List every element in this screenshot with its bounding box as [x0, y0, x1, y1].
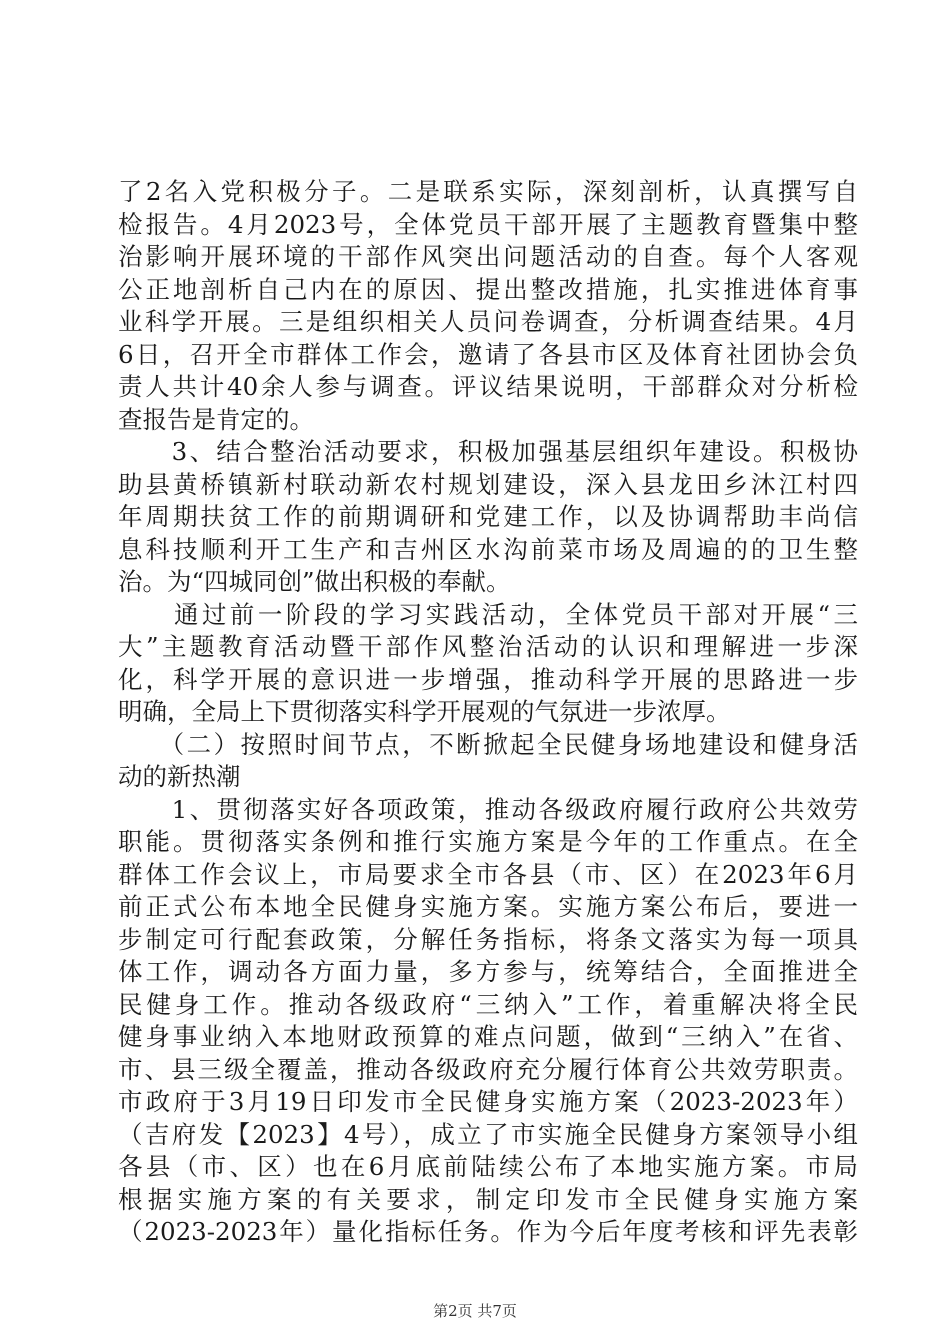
- document-body: [118, 176, 858, 1249]
- text-line: 6日，召开全市群体工作会，邀请了各县市区及体育社团协会负: [118, 339, 858, 369]
- text-line: 公正地剖析自己内在的原因、提出整改措施，扎实推进体育事: [118, 274, 858, 304]
- text-line: 根据实施方案的有关要求，制定印发市全民健身实施方案: [118, 1184, 858, 1214]
- text-line: 群体工作会议上，市局要求全市各县（市、区）在2023年6月: [118, 859, 858, 889]
- text-line: （2023-2023年）量化指标任务。作为今后年度考核和评先表彰: [118, 1217, 858, 1246]
- text-line: （二）按照时间节点，不断掀起全民健身场地建设和健身活: [118, 729, 858, 759]
- text-line: 息科技顺利开工生产和吉州区水沟前菜市场及周遍的的卫生整: [118, 534, 858, 564]
- text-line: 助县黄桥镇新村联动新农村规划建设，深入县龙田乡沐江村四: [118, 469, 858, 499]
- text-line: 了2名入党积极分子。二是联系实际，深刻剖析，认真撰写自: [118, 177, 858, 206]
- text-line: 市、县三级全覆盖，推动各级政府充分履行体育公共效劳职责。: [118, 1054, 858, 1084]
- text-line: 前正式公布本地全民健身实施方案。实施方案公布后，要进一: [118, 892, 858, 921]
- text-line: 治。为“四城同创”做出积极的奉献。: [118, 567, 511, 596]
- text-line: 市政府于3月19日印发市全民健身实施方案（2023-2023年）: [118, 1087, 858, 1116]
- text-line: 民健身工作。推动各级政府“三纳入”工作，着重解决将全民: [118, 989, 858, 1019]
- text-line: 3、结合整治活动要求，积极加强基层组织年建设。积极协: [118, 437, 858, 466]
- text-line: 治影响开展环境的干部作风突出问题活动的自查。每个人客观: [118, 242, 858, 271]
- text-line: 健身事业纳入本地财政预算的难点问题，做到“三纳入”在省、: [118, 1022, 858, 1051]
- text-line: 各县（市、区）也在6月底前陆续公布了本地实施方案。市局: [118, 1152, 858, 1181]
- text-line: 步制定可行配套政策，分解任务指标，将条文落实为每一项具: [118, 924, 858, 954]
- text-line: 查报告是肯定的。: [118, 404, 314, 434]
- text-line: 1、贯彻落实好各项政策，推动各级政府履行政府公共效劳: [118, 794, 858, 824]
- text-line: 体工作，调动各方面力量，多方参与，统筹结合，全面推进全: [118, 957, 858, 986]
- text-line: 职能。贯彻落实条例和推行实施方案是今年的工作重点。在全: [118, 827, 858, 856]
- text-line: 明确，全局上下贯彻落实科学开展观的气氛进一步浓厚。: [118, 697, 731, 726]
- text-line: 检报告。4月2023号，全体党员干部开展了主题教育暨集中整: [118, 209, 858, 239]
- text-line: 年周期扶贫工作的前期调研和党建工作，以及协调帮助丰尚信: [118, 502, 858, 531]
- text-line: 业科学开展。三是组织相关人员问卷调查，分析调查结果。4月: [118, 307, 858, 336]
- text-line: （吉府发【2023】4号），成立了市实施全民健身方案领导小组: [118, 1119, 858, 1149]
- text-line: 大”主题教育活动暨干部作风整治活动的认识和理解进一步深: [118, 632, 858, 661]
- text-line: 责人共计40余人参与调查。评议结果说明，干部群众对分析检: [118, 372, 858, 401]
- text-line: 动的新热潮: [118, 762, 241, 791]
- text-line: 通过前一阶段的学习实践活动，全体党员干部对开展“三: [118, 599, 858, 629]
- text-line: 化，科学开展的意识进一步增强，推动科学开展的思路进一步: [118, 664, 858, 694]
- page-footer: 第2页 共7页: [433, 1302, 517, 1320]
